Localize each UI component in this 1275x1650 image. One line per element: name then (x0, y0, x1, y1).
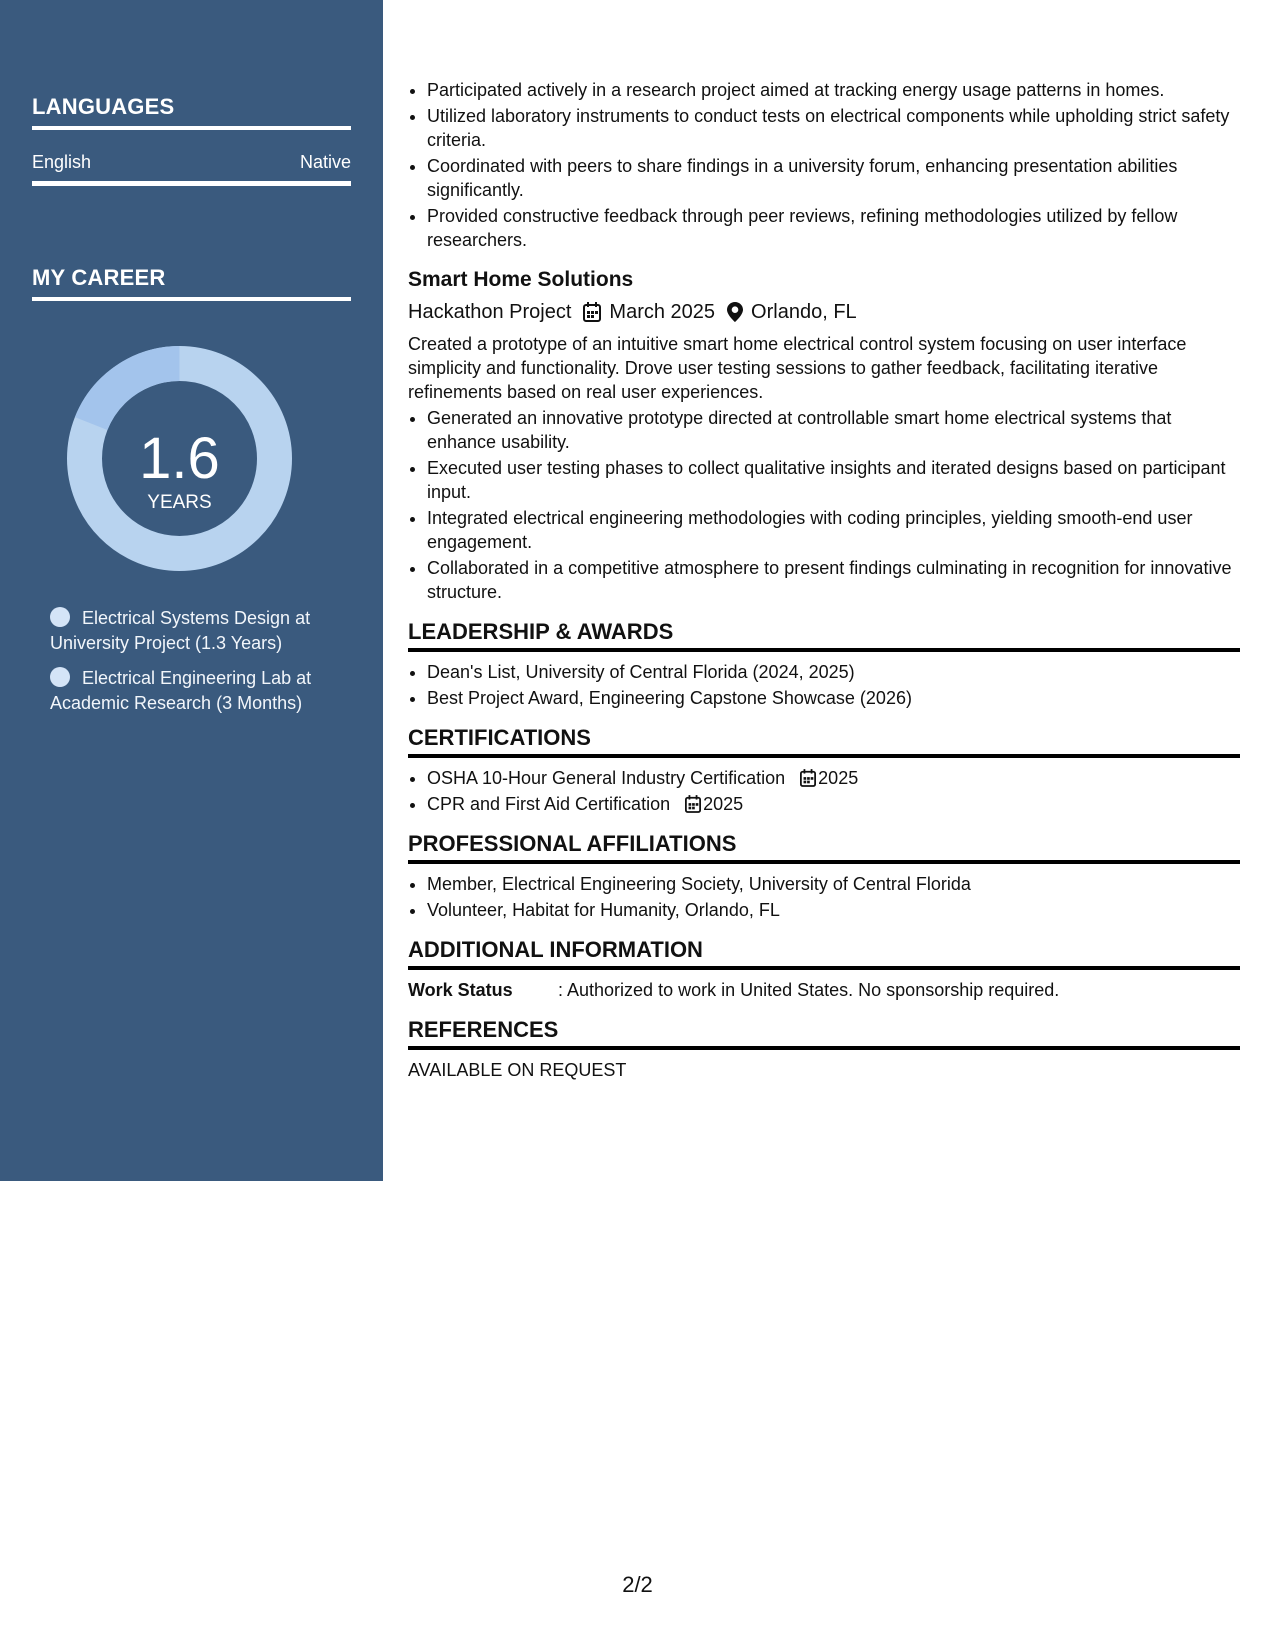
donut-highlight-segment (91, 364, 179, 424)
career-item-text: Electrical Engineering Lab at Academic Research (3 Months) (50, 668, 312, 713)
experience-bullets (408, 78, 1240, 252)
list-item: • Best Project Award, Engineering Capstone Showcase (2026) (427, 686, 1240, 710)
affiliations-list (408, 872, 1240, 922)
project-location: Orlando, FL (751, 301, 857, 323)
additional-info-heading: ADDITIONAL INFORMATION (408, 938, 1240, 970)
sidebar (0, 0, 383, 1181)
language-row (32, 152, 351, 186)
list-item: • Volunteer, Habitat for Humanity, Orlando, FL (427, 898, 1240, 922)
list-item: • Utilized laboratory instruments to conduct tests on electrical components while upholding strict safety criteria. (427, 104, 1240, 152)
list-item: • Participated actively in a research project aimed at tracking energy usage patterns in homes. (427, 78, 1240, 102)
career-item (50, 666, 350, 716)
list-item: • Dean's List, University of Central Florida (2024, 2025) (427, 660, 1240, 684)
list-item: • Integrated electrical engineering methodologies with coding principles, yielding smooth-end user engagement. (427, 506, 1240, 554)
certification-name: OSHA 10-Hour General Industry Certification (427, 768, 786, 788)
certification-name: CPR and First Aid Certification (427, 794, 671, 814)
project-type: Hackathon Project (408, 301, 572, 323)
list-item (427, 792, 1240, 816)
certification-year: 2025 (703, 794, 744, 814)
affiliations-heading: PROFESSIONAL AFFILIATIONS (408, 832, 1240, 864)
bullet-dot-icon (50, 667, 70, 687)
donut-value: 1.6 (139, 426, 220, 491)
leadership-heading: LEADERSHIP & AWARDS (408, 620, 1240, 652)
work-status-row (408, 978, 1240, 1002)
leadership-list (408, 660, 1240, 710)
page-number: 2/2 (622, 1572, 653, 1597)
certification-year: 2025 (818, 768, 859, 788)
list-item (427, 766, 1240, 790)
list-item: • Member, Electrical Engineering Society, University of Central Florida (427, 872, 1240, 896)
calendar-icon (800, 769, 816, 787)
certifications-list (408, 766, 1240, 816)
calendar-icon (685, 795, 701, 813)
certifications-heading: CERTIFICATIONS (408, 726, 1240, 758)
language-level: Native (299, 152, 351, 172)
bullet-dot-icon (50, 607, 70, 627)
list-item: • Executed user testing phases to collect qualitative insights and iterated designs based on participant input. (427, 456, 1240, 504)
project-title: Smart Home Solutions (408, 268, 634, 291)
location-pin-icon (727, 302, 743, 322)
career-item-text: Electrical Systems Design at University Project (1.3 Years) (50, 608, 311, 653)
references-text: AVAILABLE ON REQUEST (408, 1060, 627, 1080)
languages-heading: LANGUAGES (32, 94, 351, 130)
career-list (50, 606, 350, 726)
list-item: • Coordinated with peers to share findings in a university forum, enhancing presentation abilities significantly. (427, 154, 1240, 202)
project-date: March 2025 (609, 301, 716, 323)
donut-unit: YEARS (147, 492, 212, 513)
project-meta (408, 300, 1240, 324)
list-item: • Collaborated in a competitive atmosphere to present findings culminating in recognition for innovative structure. (427, 556, 1240, 604)
language-name: English (32, 152, 92, 172)
references-heading: REFERENCES (408, 1018, 1240, 1050)
career-heading: MY CAREER (32, 265, 351, 301)
list-item: • Generated an innovative prototype directed at controllable smart home electrical systems that enhance usability. (427, 406, 1240, 454)
work-status-value: : Authorized to work in United States. No sponsorship required. (558, 980, 1060, 1000)
main-content (408, 78, 1240, 1082)
career-donut-chart (67, 346, 292, 571)
project-bullets (408, 406, 1240, 604)
list-item: • Provided constructive feedback through peer reviews, refining methodologies utilized by fellow researchers. (427, 204, 1240, 252)
calendar-icon (583, 302, 601, 322)
work-status-label: Work Status (408, 980, 513, 1000)
career-item (50, 606, 350, 656)
project-description: Created a prototype of an intuitive smart home electrical control system focusing on user interface simplicity and functionality. Drove user testing sessions to gather feedback, facilitating iterative refinements based on real user experiences. (408, 334, 1187, 402)
